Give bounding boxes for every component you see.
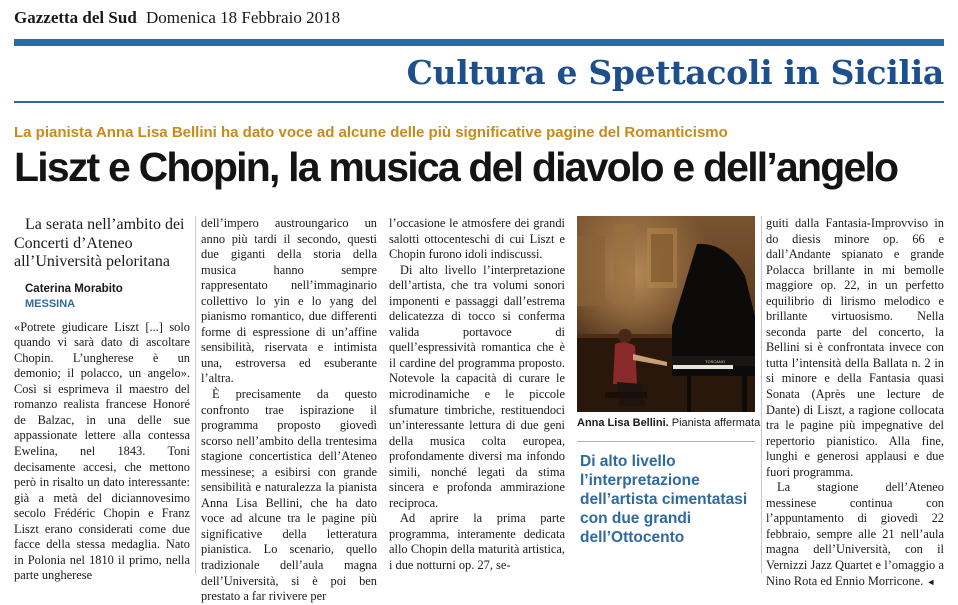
photo-caption <box>577 417 761 429</box>
column-5-paragraph-2 <box>766 480 944 590</box>
byline-city: MESSINA <box>25 298 76 311</box>
article-photo <box>577 216 755 412</box>
column-5-paragraph-1: guiti dalla Fantasia-Improvviso in do diesis minore op. 66 e dall’Andante spianato e grande Polacca brillante in mi bemolle maggiore op. 22, in un perfetto equilibrio di lirismo melodico e brillante virtuosismo. Nella seconda parte del concerto, la Bellini si è confrontata invece con tutta l’intensità della Ballata n. 2 in si minore e della Fantasia quasi Sonata (Après une lecture de Dante) di Liszt, a ragione collocata tra le pagine più impegnative del repertorio pianistico. Alla fine, lunghi e generosi applausi e due fuori programma. <box>766 216 944 479</box>
article-headline: Liszt e Chopin, la musica del diavolo e dell’angelo <box>14 144 898 190</box>
column-divider <box>195 216 196 574</box>
caption-rule <box>577 441 755 442</box>
caption-text: Pianista affermata <box>671 417 761 429</box>
publication-date: Domenica 18 Febbraio 2018 <box>146 8 341 27</box>
column-2-paragraph-1: dell’impero austroungarico un anno più tardi il secondo, questi due giganti della storia della musica hanno sempre rappresentato nell’immaginario collettivo lo yin e lo yang del pianismo romantico, due differenti forme di espressione di un’affine sensibilità, riservata e intimista una, estroversa ed esuberante l’altra. <box>201 216 377 386</box>
column-2-paragraph-2: È precisamente da questo confronto trae ispirazione il programma proposto giovedì scorso nell’ambito della trentesima stagione concertistica dell’Ateneo messinese; a esibirsi con grande sensibilità e naturalezza la pianista Anna Lisa Bellini, che ha dato voce ad alcune tra le pagine più significative della letteratura pianistica. Lo scenario, quello tradizionale dell’aula magna dell’Università, si è poi ben prestato a far rivivere per <box>201 387 377 604</box>
column-5-paragraph-2-text: La stagione dell’Ateneo messinese continua con l’appuntamento di giovedì 22 febbraio, sempre alle 21 nell’aula magna dell’Università, con il Vernizzi Jazz Quartet e l’omaggio a Nino Rota ed Ennio Morricone. <box>766 480 944 588</box>
column-2 <box>201 216 377 605</box>
newspaper-name: Gazzetta del Sud <box>14 8 137 27</box>
section-rule <box>14 101 944 103</box>
section-title: Cultura e Spettacoli in Sicilia <box>406 53 944 92</box>
pianist-photo-illustration <box>577 216 755 412</box>
pull-quote: Di alto livello l’interpretazione dell’artista cimentatasi con due grandi dell’Ottocento <box>580 453 748 546</box>
piano-brand-label: TOSCANO <box>705 359 725 364</box>
column-1 <box>14 216 190 584</box>
end-of-article-icon: ◄ <box>926 576 936 587</box>
column-3-paragraph-1: l’occasione le atmosfere dei grandi salotti ottocenteschi di cui Liszt e Chopin furono idoli indiscussi. <box>389 216 565 262</box>
column-3-paragraph-3: Ad aprire la prima parte programma, interamente dedicata allo Chopin della maturità artistica, i due notturni op. 27, se- <box>389 511 565 573</box>
column-1-paragraph-1: «Potrete giudicare Liszt [...] solo quando vi sarà dato di ascoltare Chopin. L’ungherese è un demonio; il polacco, un angelo». Così si esprimeva il maestro del romanzo realista francese Honoré de Balzac, in una delle sue appassionate lettere alla contessa Ewelina, nel 1843. Toni decisamente accesi, che mettono però in risalto un dato interessante: già a metà del diciannovesimo secolo Frédéric Chopin e Franz Liszt erano considerati come due facce della stessa medaglia. Nato in Polonia nel 1810 il primo, nella parte ungherese <box>14 319 190 583</box>
column-3 <box>389 216 565 574</box>
column-5 <box>766 216 944 590</box>
article-subhead: La serata nell’ambito dei Concerti d’Ateneo all’Università peloritana <box>14 216 185 270</box>
masthead <box>14 8 340 28</box>
top-rule <box>14 39 944 46</box>
column-3-paragraph-2: Di alto livello l’interpretazione dell’artista, che tra volumi sonori imponenti e passaggi dall’estrema delicatezza di tocco si conferma valida portavoce di quell’espressività romantica che è il cardine del programma proposto. Notevole la capacità di curare le microdinamiche e le piccole sfumature timbriche, restituendoci un’interessante lettura di due geni della musica colta europea, profondamente diversi ma infondo simili, nonché legati da stima sincera e profonda ammirazione reciproca. <box>389 262 565 510</box>
caption-name: Anna Lisa Bellini. <box>577 417 669 429</box>
column-divider <box>761 216 762 574</box>
byline-author: Caterina Morabito <box>25 282 123 295</box>
article-kicker: La pianista Anna Lisa Bellini ha dato voce ad alcune delle più significative pagine del Romanticismo <box>14 124 728 141</box>
